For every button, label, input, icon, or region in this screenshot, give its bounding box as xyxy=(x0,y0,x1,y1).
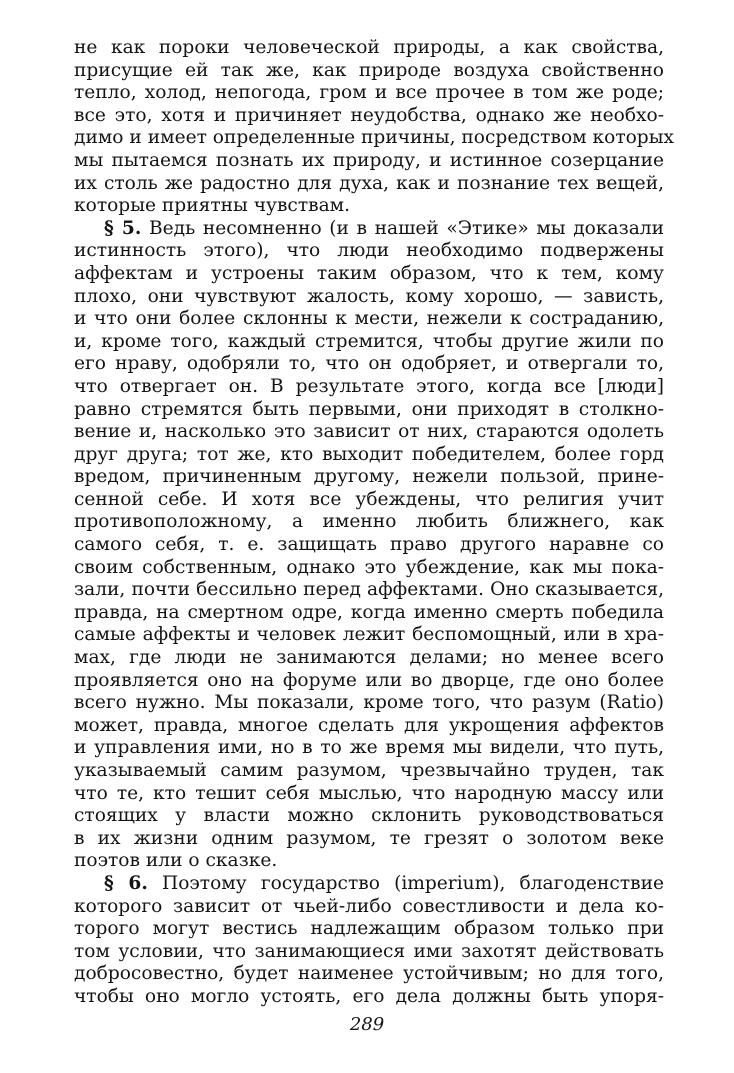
line-text: Поэтому государство (imperium), благоденствие xyxy=(147,872,664,894)
text-line xyxy=(74,557,664,580)
text-line xyxy=(74,715,664,738)
line-text: чтобы оно могло устоять, его дела должны быть упоря- xyxy=(74,985,664,1007)
page-number: 289 xyxy=(349,1014,385,1035)
text-line xyxy=(74,670,664,693)
line-text: вение и, насколько это зависит от них, стараются одолеть xyxy=(74,421,664,443)
text-line xyxy=(74,692,664,715)
text-line xyxy=(74,760,664,783)
line-text: аффектам и устроены таким образом, что к тем, кому xyxy=(74,262,664,284)
text-line xyxy=(74,105,664,128)
text-line xyxy=(74,602,664,625)
text-line xyxy=(74,240,664,263)
text-line xyxy=(74,511,664,534)
line-text: и управления ими, но в то же время мы видели, что путь, xyxy=(74,737,664,759)
text-line xyxy=(74,263,664,286)
text-line xyxy=(74,986,664,1009)
text-line xyxy=(74,353,664,376)
line-text: вредом, причиненным другому, нежели пользой, прине- xyxy=(74,466,664,488)
text-line xyxy=(74,624,664,647)
line-text: стоящих у власти можно склонить руководствоваться xyxy=(74,805,664,827)
line-text: своим собственным, однако это убеждение, как мы пока- xyxy=(74,556,664,578)
line-text: плохо, они чувствуют жалость, кому хорошо, — зависть, xyxy=(74,285,664,307)
text-line xyxy=(74,218,664,241)
line-text: что отвергает он. В результате этого, когда все [люди] xyxy=(74,375,664,397)
text-line xyxy=(74,376,664,399)
text-line xyxy=(74,941,664,964)
text-line xyxy=(74,37,664,60)
line-text: торого могут вестись надлежащим образом только при xyxy=(74,918,664,940)
line-text: тепло, холод, непогода, гром и все прочее в том же роде; xyxy=(74,82,664,104)
text-line xyxy=(74,963,664,986)
line-text: правда, на смертном одре, когда именно смерть победила xyxy=(74,601,664,623)
line-text: проявляется оно на форуме или во дворце, где оно более xyxy=(74,669,664,691)
line-text: в их жизни одним разумом, те грезят о золотом веке xyxy=(74,827,664,849)
line-text: которого зависит от чьей-либо совестливости и дела ко- xyxy=(74,895,664,917)
text-line xyxy=(74,82,664,105)
line-text: самого себя, т. е. защищать право другого наравне со xyxy=(74,534,664,556)
text-line xyxy=(74,173,664,196)
text-line xyxy=(74,534,664,557)
text-line xyxy=(74,783,664,806)
line-text: зали, почти бессильно перед аффектами. Оно сказывается, xyxy=(74,579,664,601)
line-text: может, правда, многое сделать для укрощения аффектов xyxy=(74,714,664,736)
line-text: всего нужно. Мы показали, кроме того, что разум (Ratio) xyxy=(74,692,664,714)
line-text: и что они более склонны к мести, нежели к состраданию, xyxy=(74,308,664,330)
text-line xyxy=(74,60,664,83)
text-line xyxy=(74,331,664,354)
line-text: друг друга; тот же, кто выходит победителем, более горд xyxy=(74,443,664,465)
text-line xyxy=(74,286,664,309)
line-text: его нраву, одобряли то, что он одобряет, и отвергали то, xyxy=(74,353,664,375)
text-line xyxy=(74,421,664,444)
text-line xyxy=(74,805,664,828)
page-body xyxy=(74,37,674,1009)
text-line xyxy=(74,195,664,218)
text-line xyxy=(74,737,664,760)
text-line xyxy=(74,850,664,873)
text-line xyxy=(74,579,664,602)
line-text: сенной себе. И хотя все убеждены, что религия учит xyxy=(74,488,664,510)
line-text: все это, хотя и причиняет неудобства, однако же необхо- xyxy=(74,104,664,126)
line-text: том условии, что занимающиеся ими захотят действовать xyxy=(74,940,664,962)
line-text: что те, кто тешит себя мыслью, что народную массу или xyxy=(74,782,664,804)
line-text: Ведь несомненно (и в нашей «Этике» мы доказали xyxy=(141,217,665,239)
line-text: димо и имеет определенные причины, посредством которых xyxy=(74,127,674,149)
line-text: и, кроме того, каждый стремится, чтобы другие жили по xyxy=(74,330,664,352)
text-line xyxy=(74,918,664,941)
section-marker: § 5. xyxy=(104,217,142,239)
section-marker: § 6. xyxy=(104,872,148,894)
line-text: мы пытаемся познать их природу, и истинное созерцание xyxy=(74,149,664,171)
line-text: присущие ей так же, как природе воздуха свойственно xyxy=(74,59,664,81)
text-line xyxy=(74,399,664,422)
line-text: их столь же радостно для духа, как и познание тех вещей, xyxy=(74,172,664,194)
text-line xyxy=(74,896,664,919)
line-text: указываемый самим разумом, чрезвычайно труден, так xyxy=(74,760,664,781)
text-line xyxy=(74,647,664,670)
line-text: поэтов или о сказке. xyxy=(74,850,278,872)
text-line xyxy=(74,150,664,173)
line-text: которые приятны чувствам. xyxy=(74,195,351,217)
line-text: не как пороки человеческой природы, а как свойства, xyxy=(74,37,664,58)
text-line xyxy=(74,489,664,512)
line-text: добросовестно, будет наименее устойчивым; но для того, xyxy=(74,963,664,985)
text-line xyxy=(74,308,664,331)
line-text: самые аффекты и человек лежит беспомощный, или в хра- xyxy=(74,624,664,646)
text-line xyxy=(74,127,674,150)
text-line xyxy=(74,828,664,851)
text-line xyxy=(74,873,664,896)
line-text: мах, где люди не занимаются делами; но менее всего xyxy=(74,647,664,669)
line-text: равно стремятся быть первыми, они приходят в столкно- xyxy=(74,398,664,420)
text-line xyxy=(74,466,664,489)
line-text: противоположному, а именно любить ближнего, как xyxy=(74,511,664,533)
text-line xyxy=(74,444,664,467)
line-text: истинность этого), что люди необходимо подвержены xyxy=(74,240,664,262)
